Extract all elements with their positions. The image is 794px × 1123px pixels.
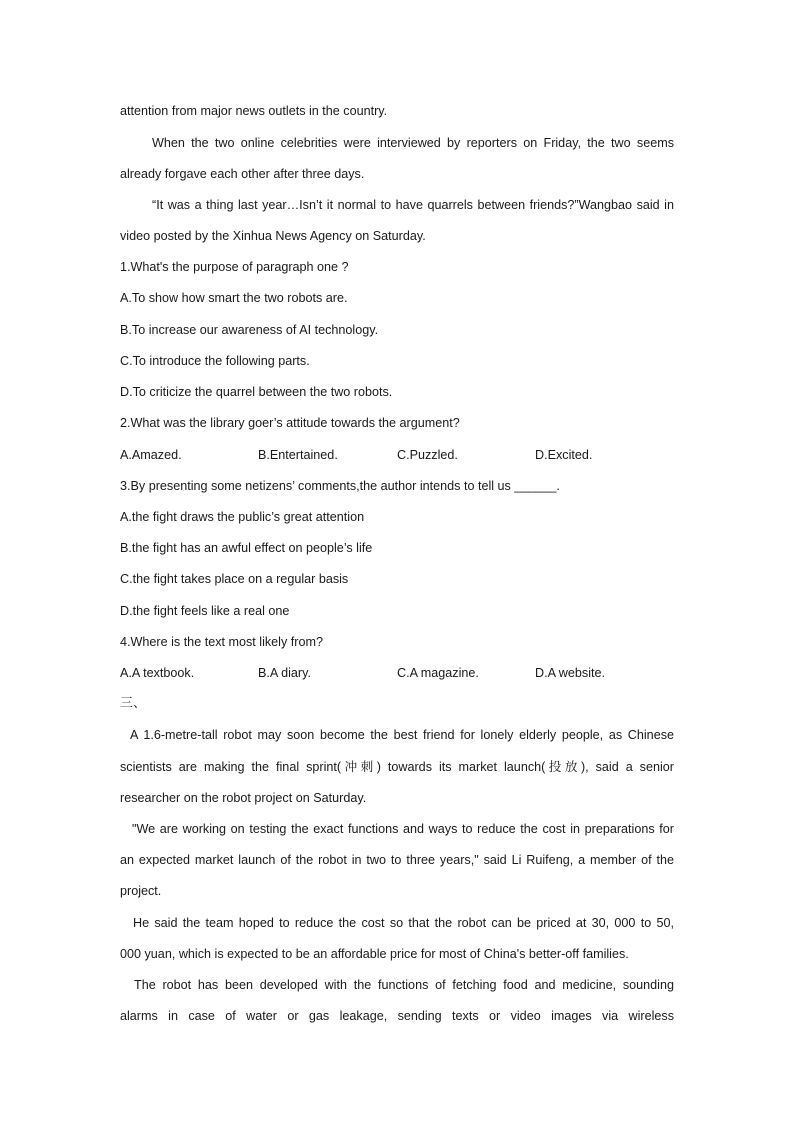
passage-line: already forgave each other after three days.: [120, 167, 365, 181]
passage-line: 000 yuan, which is expected to be an affordable price for most of China's better-off families.: [120, 947, 629, 961]
question-option: B.A diary.: [258, 666, 311, 680]
passage-line: "We are working on testing the exact functions and ways to reduce the cost in preparations for: [132, 822, 674, 836]
question-stem: 4.Where is the text most likely from?: [120, 635, 323, 649]
question-option: A.the fight draws the public’s great attention: [120, 510, 365, 524]
passage-line: “It was a thing last year…Isn’t it normal to have quarrels between friends?”Wangbao said in: [152, 198, 674, 212]
question-option: C.Puzzled.: [397, 448, 458, 462]
question-option: D.the fight feels like a real one: [120, 604, 290, 618]
question-option: C.A magazine.: [397, 666, 479, 680]
passage-line: project.: [120, 884, 162, 898]
passage-line: A 1.6-metre-tall robot may soon become the best friend for lonely elderly people, as Chinese: [130, 728, 674, 742]
question-option: D.To criticize the quarrel between the two robots.: [120, 385, 393, 399]
question-option: A.Amazed.: [120, 448, 182, 462]
question-option: C.To introduce the following parts.: [120, 354, 310, 368]
passage-line: When the two online celebrities were interviewed by reporters on Friday, the two seems: [152, 136, 674, 150]
passage-line: He said the team hoped to reduce the cost so that the robot can be priced at 30, 000 to 50,: [133, 916, 674, 930]
passage-line: alarms in case of water or gas leakage, sending texts or video images via wireless: [120, 1009, 674, 1023]
passage-line: scientists are making the final sprint(冲刺) towards its market launch(投放), said a senior: [120, 760, 674, 774]
question-option: D.Excited.: [535, 448, 593, 462]
question-option: D.A website.: [535, 666, 605, 680]
question-option: C.the fight takes place on a regular basis: [120, 572, 349, 586]
passage-line: attention from major news outlets in the country.: [120, 104, 388, 118]
question-stem: 2.What was the library goer’s attitude towards the argument?: [120, 416, 460, 430]
question-option: A.A textbook.: [120, 666, 195, 680]
passage-line: researcher on the robot project on Saturday.: [120, 791, 367, 805]
passage-line: The robot has been developed with the functions of fetching food and medicine, sounding: [134, 978, 674, 992]
question-stem: 3.By presenting some netizens’ comments,the author intends to tell us ______.: [120, 479, 560, 493]
question-option: B.Entertained.: [258, 448, 338, 462]
passage-line: an expected market launch of the robot in two to three years," said Li Ruifeng, a member of the: [120, 853, 674, 867]
question-option: B.the fight has an awful effect on people’s life: [120, 541, 373, 555]
question-option: A.To show how smart the two robots are.: [120, 291, 348, 305]
passage-line: video posted by the Xinhua News Agency on Saturday.: [120, 229, 426, 243]
option-row: [120, 663, 674, 683]
question-option: B.To increase our awareness of AI technology.: [120, 323, 379, 337]
section-heading: 三、: [120, 696, 147, 711]
option-row: [120, 445, 674, 465]
question-stem: 1.What's the purpose of paragraph one ?: [120, 260, 349, 274]
